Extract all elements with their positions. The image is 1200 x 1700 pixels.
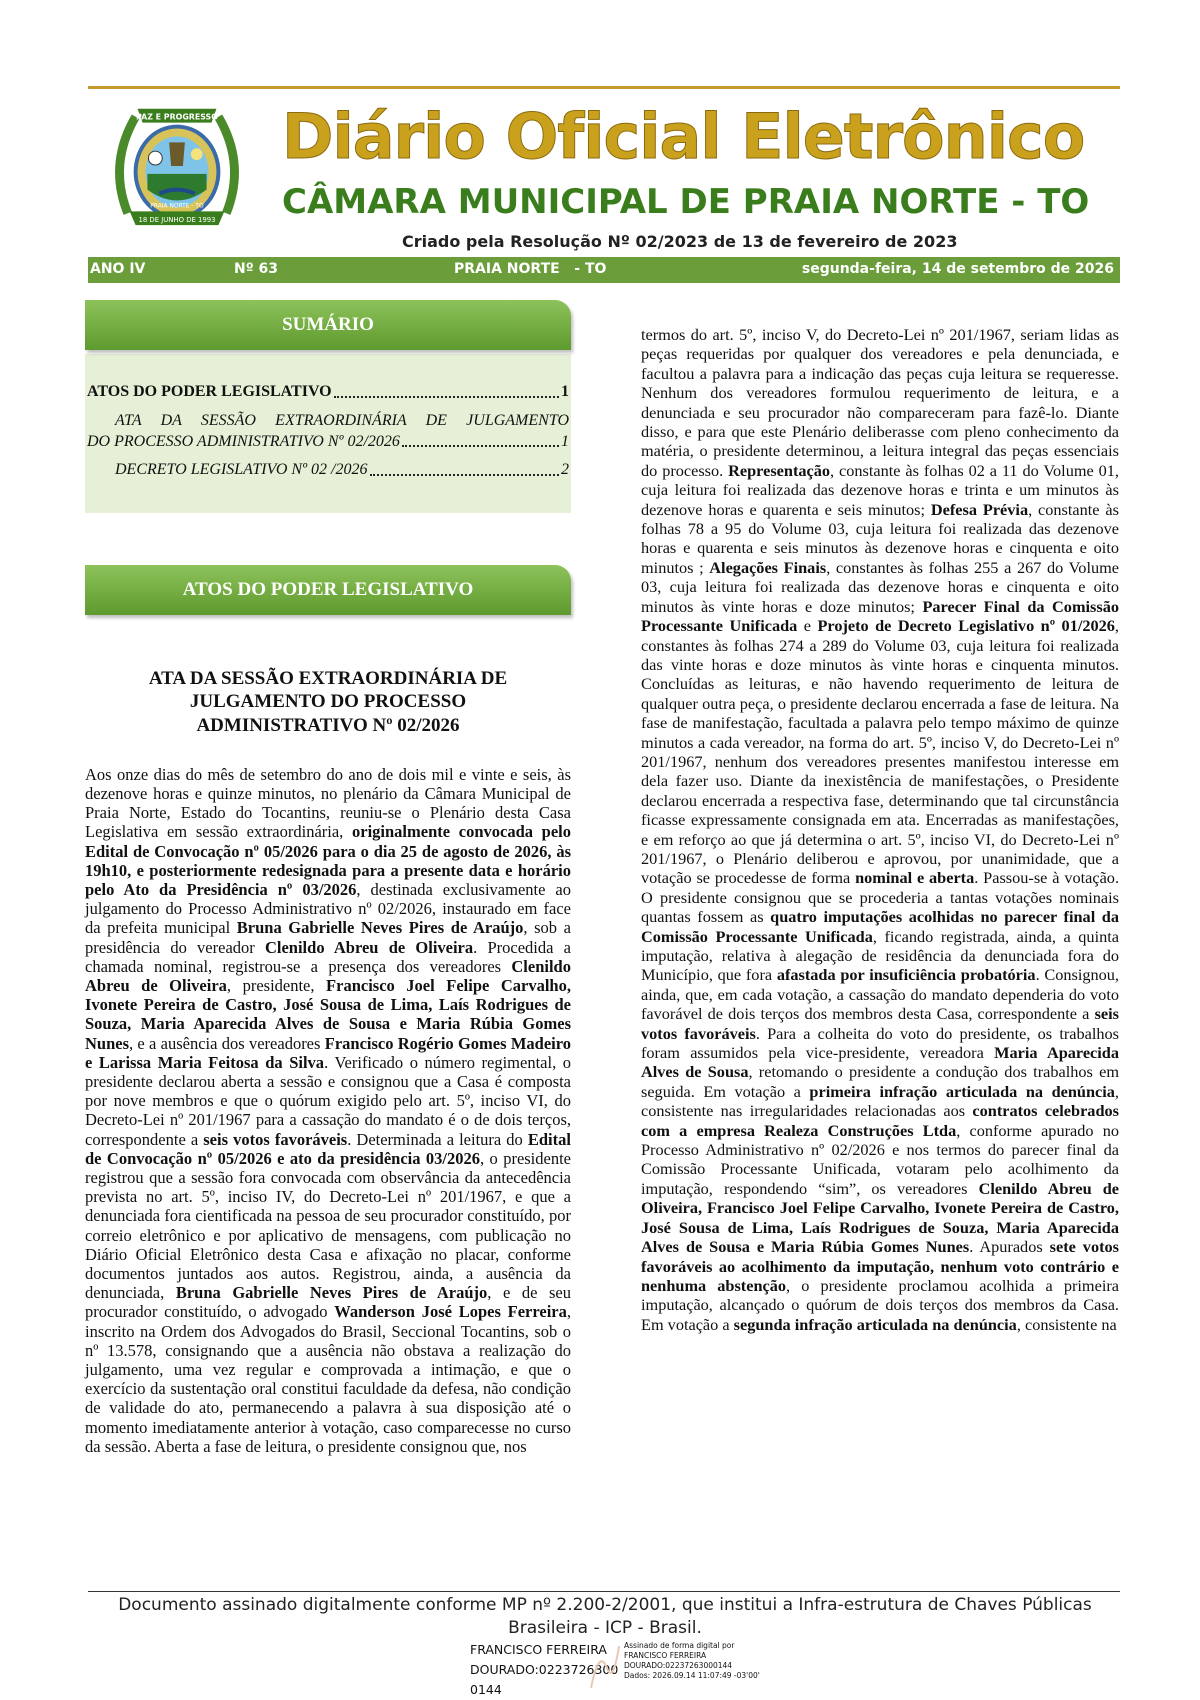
seal-ribbon: 18 DE JUNHO DE 1993 xyxy=(138,216,216,225)
edition-info-bar xyxy=(88,257,1120,283)
toc-leader xyxy=(334,396,559,398)
toc-label: ATOS DO PODER LEGISLATIVO xyxy=(87,383,332,400)
edition-year: ANO IV xyxy=(90,261,146,277)
summary-heading: SUMÁRIO xyxy=(85,300,571,350)
header-rule xyxy=(88,86,1120,89)
signature-details xyxy=(624,1641,774,1681)
toc-leader xyxy=(402,445,559,447)
ata-title: ATA DA SESSÃO EXTRAORDINÁRIA DE JULGAMENTO DO PROCESSO ADMINISTRATIVO Nº 02/2026 xyxy=(148,668,508,736)
journal-title: Diário Oficial Eletrônico xyxy=(282,100,1085,173)
right-column xyxy=(641,325,1119,1334)
toc-item-legislative-acts[interactable] xyxy=(87,382,569,403)
creation-note: Criado pela Resolução Nº 02/2023 de 13 de fevereiro de 2023 xyxy=(402,232,958,251)
toc-label: DECRETO LEGISLATIVO Nº 02 /2026 xyxy=(115,461,368,479)
ata-body-right: termos do art. 5º, inciso V, do Decreto-Lei nº 201/1967, seriam lidas as peças requeridas por qualquer dos vereadores e pela denunciada, e facultou a palavra para a indicação das peças cuja leitura se requeresse. Nenhum dos vereadores formulou requerimento de leitura, e a denunciada e seu procurador não compareceram para fazê-lo. Diante disso, e para que este Plenário deliberasse com pleno conhecimento da matéria, o presidente determinou, a leitura integral das peças essenciais do processo. Representação, constante às folhas 02 a 11 do Volume 01, cuja leitura foi realizada das dezenove horas e trinta e um minutos às dezenove horas e quarenta e seis minutos; Defesa Prévia, constante às folhas 78 a 95 do Volume 03, cuja leitura foi realizada das dezenove horas e quarenta e seis minutos às dezenove horas e cinquenta e oito minutos ; Alegações Finais, constantes às folhas 255 a 267 do Volume 03, cuja leitura foi realizada das dezenove horas e cinquenta e oito minutos às vinte horas e doze minutos; Parecer Final da Comissão Processante Unificada e Projeto de Decreto Legislativo nº 01/2026, constantes às folhas 274 a 289 do Volume 03, cuja leitura foi realizada das vinte horas e doze minutos às vinte horas e cinquenta minutos. Concluídas as leituras, e não havendo requerimento de leitura de qualquer outra peça, o presidente declarou encerrada a fase de leitura. Na fase de manifestação, facultada a palavra pelo tempo máximo de quinze minutos a cada vereador, na forma do art. 5º, inciso V, do Decreto-Lei nº 201/1967, nenhum dos vereadores presentes manifestou interesse em dela fazer uso. Diante da inexistência de manifestações, o Presidente declarou encerrada a respectiva fase, determinando que tal circunstância ficasse expressamente consignada em ata. Encerradas as manifestações, e em reforço ao que já determina o art. 5º, inciso VI, do Decreto-Lei nº 201/1967, o Plenário deliberou e aprovou, por unanimidade, que a votação se procedesse de forma nominal e aberta. Passou-se à votação. O presidente consignou que se procederia a tantas votações nominais quantas fossem as quatro imputações acolhidas no parecer final da Comissão Processante Unificada, ficando registrada, ainda, a quinta imputação, relativa à alegação de residência da denunciada fora do Município, que fora afastada por insuficiência probatória. Consignou, ainda, que, em cada votação, a cassação do mandato dependeria do voto favorável de dois terços dos membros desta Casa, correspondente a seis votos favoráveis. Para a colheita do voto do presidente, os trabalhos foram assumidos pela vice-presidente, vereadora Maria Aparecida Alves de Sousa, retomando o presidente a condução dos trabalhos em seguida. Em votação a primeira infração articulada na denúncia, consistente nas irregularidades relacionadas aos contratos celebrados com a empresa Realeza Construções Ltda, conforme apurado no Processo Administrativo nº 02/2026 e nos termos do parecer final da Comissão Processante Unificada, votaram pelo acolhimento da imputação, respondendo “sim”, os vereadores Clenildo Abreu de Oliveira, Francisco Joel Felipe Carvalho, Ivonete Pereira de Castro, José Sousa de Lima, Laís Rodrigues de Souza, Maria Aparecida Alves de Sousa e Maria Rúbia Gomes Nunes. Apurados sete votos favoráveis ao acolhimento da imputação, nenhum voto contrário e nenhuma abstenção, o presidente proclamou acolhida a primeira imputação, alcançado o quórum de dois terços dos membros da Casa. Em votação a segunda infração articulada na denúncia, consistente na xyxy=(641,325,1120,1334)
toc-page: 1 xyxy=(561,383,569,400)
toc-page: 1 xyxy=(561,432,569,450)
left-column xyxy=(85,300,571,1456)
seal-motto: PAZ E PROGRESSO xyxy=(136,112,218,122)
toc-item-ata[interactable] xyxy=(87,411,569,453)
toc-page: 2 xyxy=(561,461,569,479)
edition-city: PRAIA NORTE - TO xyxy=(454,261,607,277)
sig-label: Assinado de forma digital por xyxy=(624,1641,735,1650)
signature-scribble-icon xyxy=(585,1638,627,1694)
sig-date: Dados: 2026.09.14 11:07:49 -03'00' xyxy=(624,1671,760,1680)
edition-date: segunda-feira, 14 de setembro de 2026 xyxy=(801,261,1114,277)
toc-label-line1: ATA DA SESSÃO EXTRAORDINÁRIA DE JULGAMENTO xyxy=(115,411,569,429)
signer-name: FRANCISCO FERREIRA DOURADO:0223726300 0144 xyxy=(470,1642,619,1697)
chamber-name: CÂMARA MUNICIPAL DE PRAIA NORTE - TO xyxy=(282,182,1090,222)
ata-body-left: Aos onze dias do mês de setembro do ano de dois mil e vinte e seis, às dezenove horas e quinze minutos, no plenário da Câmara Municipal de Praia Norte, Estado do Tocantins, reuniu-se o Plenário desta Casa Legislativa em sessão extraordinária, originalmente convocada pelo Edital de Convocação nº 05/2026 para o dia 25 de agosto de 2026, às 19h10, e posteriormente redesignada para a presente data e horário pelo Ato da Presidência nº 03/2026, destinada exclusivamente ao julgamento do Processo Administrativo nº 02/2026, instaurado em face da prefeita municipal Bruna Gabrielle Neves Pires de Araújo, sob a presidência do vereador Clenildo Abreu de Oliveira. Procedida a chamada nominal, registrou-se a presença dos vereadores Clenildo Abreu de Oliveira, presidente, Francisco Joel Felipe Carvalho, Ivonete Pereira de Castro, José Sousa de Lima, Laís Rodrigues de Souza, Maria Aparecida Alves de Sousa e Maria Rúbia Gomes Nunes, e a ausência dos vereadores Francisco Rogério Gomes Madeiro e Larissa Maria Feitosa da Silva. Verificado o número regimental, o presidente declarou aberta a sessão e consignou que a Casa é composta por nove membros e que o quórum exigido pelo art. 5º, inciso VI, do Decreto-Lei nº 201/1967 para a cassação do mandato é o de dois terços, correspondente a seis votos favoráveis. Determinada a leitura do Edital de Convocação nº 05/2026 e ato da presidência 03/2026, o presidente registrou que a sessão fora convocada com observância da antecedência prevista no art. 5º, inciso IV, do Decreto-Lei nº 201/1967, e que a denunciada fora cientificada na pessoa de seu procurador constituído, por correio eletrônico e por aplicativo de mensagens, com publicação no Diário Oficial Eletrônico desta Casa e afixação no placar, conforme documentos juntados aos autos. Registrou, ainda, a ausência da denunciada, Bruna Gabrielle Neves Pires de Araújo, e de seu procurador constituído, o advogado Wanderson José Lopes Ferreira, inscrito na Ordem dos Advogados do Brasil, Seccional Tocantins, sob o nº 13.578, consignando que a ausência não obstava a realização do julgamento, uma vez regular e comprovada a intimação, e que o exercício da sustentação oral constitui faculdade da defesa, não condição de validade do ato, permanecendo a palavra à sua disposição até o momento imediatamente anterior à votação, caso comparecesse no curso da sessão. Aberta a fase de leitura, o presidente consignou que, nos xyxy=(85,764,572,1456)
toc-leader xyxy=(370,474,560,476)
summary-panel xyxy=(85,354,571,513)
digital-signature-notice: Documento assinado digitalmente conforme MP nº 2.200-2/2001, que institui a Infra-estrutura de Chaves Públicas Brasileira - ICP - Brasil. xyxy=(118,1595,1092,1638)
toc-item-decree[interactable] xyxy=(87,460,569,481)
toc-label-line2: DO PROCESSO ADMINISTRATIVO Nº 02/2026 xyxy=(87,432,400,450)
sig-id: DOURADO:02237263000144 xyxy=(624,1661,733,1670)
municipal-seal-logo xyxy=(108,95,246,233)
section-heading: ATOS DO PODER LEGISLATIVO xyxy=(85,565,571,615)
sig-person: FRANCISCO FERREIRA xyxy=(624,1651,707,1660)
seal-city: PRAIA NORTE - TO xyxy=(150,203,204,210)
edition-number: Nº 63 xyxy=(234,261,278,277)
footer-rule xyxy=(88,1591,1120,1592)
